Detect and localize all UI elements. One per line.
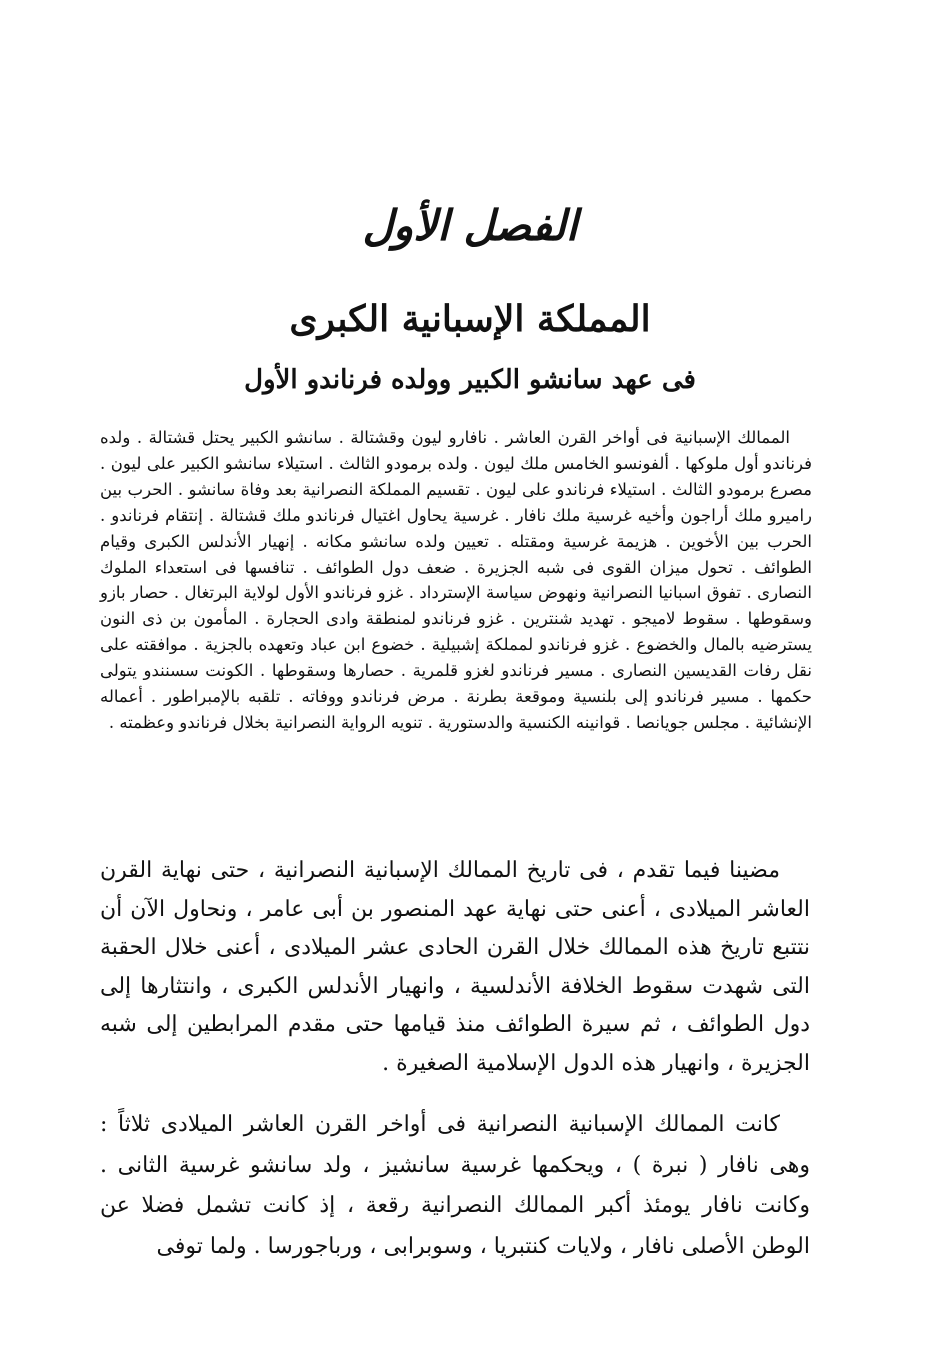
chapter-title: الفصل الأول bbox=[362, 201, 578, 250]
body-paragraph-2: كانت الممالك الإسبانية النصرانية فى أواخر القرن العاشر الميلادى ثلاثاً : وهى نافار ( نبرة ) ، ويحكمها غرسية سانشيز ، ولد سانشو غرسية الثانى . وكانت نافار يومئذ أكبر الممالك النصرانية رقعة ، إذ كانت تشمل فضلا عن الوطن الأصلى نافار ، ولايات كنتبريا ، وسوبرابى ، ورباجورسا . ولما توفى bbox=[100, 1112, 810, 1259]
chapter-summary: الممالك الإسبانية فى أواخر القرن العاشر . نافارو ليون وقشتالة . سانشو الكبير يحتل قشتالة . ولده فرناندو أول ملوكها . ألفونسو الخامس ملك ليون . ولده برمودو الثالث . استيلاء سانشو الكبير على ليون . مصرع برمودو الثالث . استيلاء فرناندو على ليون . تقسيم المملكة النصرانية بعد وفاة سانشو . الحرب بين راميرو ملك أراجون وأخيه غرسية ملك نافار . غرسية يحاول اغتيال فرناندو ملك قشتالة . إنتقام فرناندو . الحرب بين الأخوين . هزيمة غرسية ومقتله . تعيين ولده سانشو مكانه . إنهيار الأندلس الكبرى وقيام الطوائف . تحول ميزان القوى فى شبه الجزيرة . ضعف دول الطوائف . تنافسها فى استعداء الملوك النصارى . تفوق اسبانيا النصرانية ونهوض سياسة الإسترداد . غزو فرناندو الأول لولاية البرتغال . حصار بازو وسقوطها . سقوط لاميجو . تهديد شنترين . غزو فرناندو لمنطقة وادى الحجارة . المأمون بن ذى النون يسترضيه بالمال والخضوع . غزو فرناندو لمملكة إشبيلية . خضوع ابن عباد وتعهده بالجزية . موافقته على نقل رفات القديسين النصارى . مسير فرناندو لغزو قلمرية . حصارها وسقوطها . الكونت سسنندو يتولى حكمها . مسير فرناندو إلى بلنسية وموقعة بطرنة . مرض فرناندو ووفاته . تلقبه بالإمبراطور . أعماله الإنشائية . مجلس جويانصا . قوانينه الكنسية والدستورية . تنويه الرواية النصرانية بخلال فرناندو وعظمته . bbox=[100, 428, 812, 732]
section-subtitle: فى عهد سانشو الكبير وولده فرناندو الأول bbox=[244, 365, 696, 395]
body-paragraph-1: مضينا فيما تقدم ، فى تاريخ الممالك الإسبانية النصرانية ، حتى نهاية القرن العاشر الميلادى ، أعنى حتى نهاية عهد المنصور بن أبى عامر ، ونحاول الآن أن نتتبع تاريخ هذه الممالك خلال القرن الحادى عشر الميلادى ، أعنى خلال الحقبة التى شهدت سقوط الخلافة الأندلسية ، وانهيار الأندلس الكبرى ، وانتثارها إلى دول الطوائف ، ثم سيرة الطوائف منذ قيامها حتى مقدم المرابطين إلى شبه الجزيرة ، وانهيار هذه الدول الإسلامية الصغيرة . bbox=[100, 858, 810, 1076]
section-title: المملكة الإسبانية الكبرى bbox=[289, 298, 651, 340]
